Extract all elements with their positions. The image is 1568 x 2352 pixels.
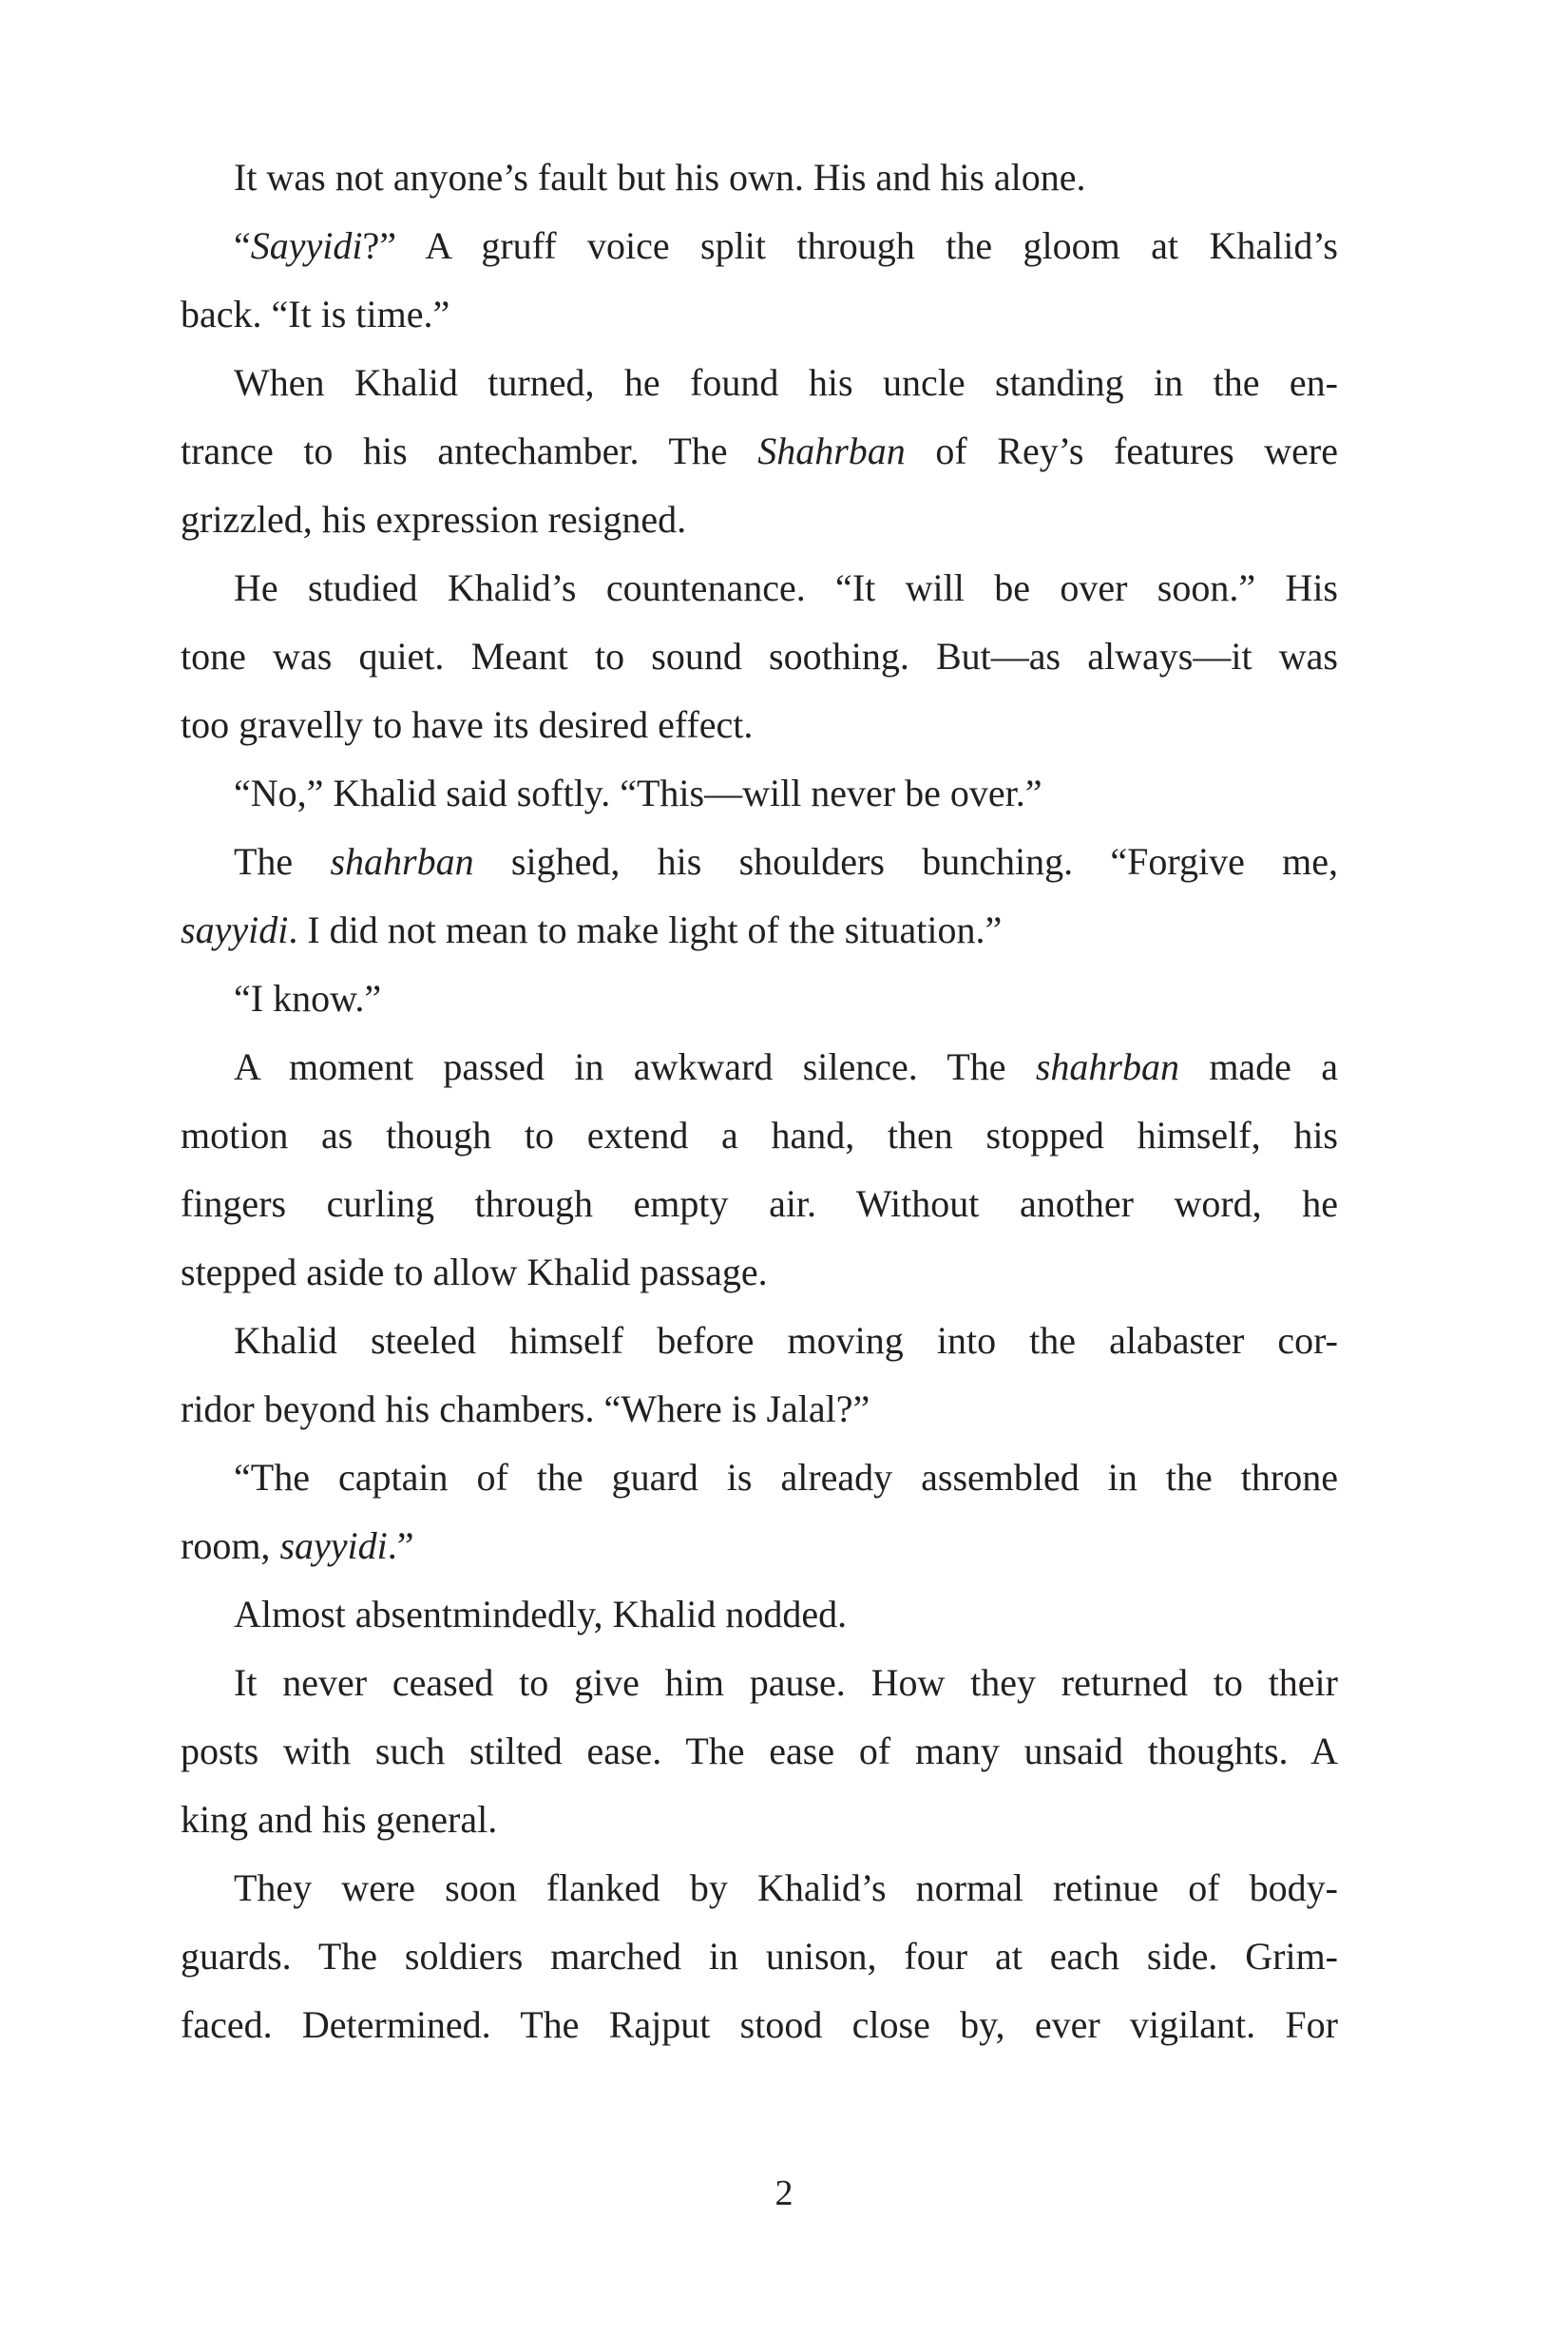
text-run: tone was quiet. Meant to sound soothing. But—as always—it was	[181, 635, 1338, 678]
text-run: It was not anyone’s fault but his own. His and his alone.	[234, 156, 1086, 199]
italic-text: Shahrban	[757, 430, 906, 472]
italic-text: Sayyidi	[250, 224, 363, 267]
italic-text: sayyidi	[279, 1524, 388, 1567]
text-run: They were soon flanked by Khalid’s normal retinue of body-	[234, 1866, 1338, 1909]
text-run: trance to his antechamber. The	[181, 430, 758, 472]
text-line	[181, 689, 1338, 760]
text-line	[234, 757, 1338, 829]
text-run: “	[234, 224, 251, 267]
text-run: “I know.”	[234, 977, 382, 1020]
text-line	[181, 1715, 1338, 1787]
italic-text: shahrban	[330, 840, 474, 883]
text-line	[234, 1852, 1338, 1923]
text-run: “The captain of the guard is already assembled in the throne	[234, 1456, 1338, 1499]
text-run: made a	[1179, 1045, 1339, 1088]
text-run: king and his general.	[181, 1798, 498, 1841]
text-line	[181, 1510, 1338, 1581]
text-run: back. “It is time.”	[181, 293, 450, 335]
text-run: . I did not mean to make light of the situation.”	[288, 908, 1003, 951]
text-run: ridor beyond his chambers. “Where is Jalal?”	[181, 1387, 870, 1430]
text-run: .”	[387, 1524, 414, 1567]
text-line	[181, 484, 1338, 555]
text-run: stepped aside to allow Khalid passage.	[181, 1251, 768, 1293]
text-line	[234, 826, 1338, 897]
text-run: A moment passed in awkward silence. The	[234, 1045, 1036, 1088]
text-line	[181, 1100, 1338, 1171]
italic-text: sayyidi	[181, 908, 289, 951]
text-run: sighed, his shoulders bunching. “Forgive me,	[473, 840, 1338, 883]
text-run: of Rey’s features were	[905, 430, 1338, 472]
text-line	[234, 963, 1338, 1034]
text-run: When Khalid turned, he found his uncle standing in the en-	[234, 361, 1338, 404]
text-run: fingers curling through empty air. Without another word, he	[181, 1182, 1338, 1225]
text-line	[234, 552, 1338, 623]
text-line	[234, 1442, 1338, 1513]
text-run: too gravelly to have its desired effect.	[181, 703, 754, 746]
text-run: grizzled, his expression resigned.	[181, 498, 687, 541]
text-run: posts with such stilted ease. The ease of many unsaid thoughts. A	[181, 1730, 1338, 1772]
page-number: 2	[774, 2173, 794, 2213]
text-run: room,	[181, 1524, 280, 1567]
text-line	[234, 210, 1338, 281]
text-run: He studied Khalid’s countenance. “It will be over soon.” His	[234, 566, 1338, 609]
text-run: faced. Determined. The Rajput stood close by, ever vigilant. For	[181, 2003, 1338, 2046]
text-run: The	[234, 840, 331, 883]
text-line	[181, 415, 1338, 487]
text-line	[181, 1989, 1338, 2060]
text-run: ?” A gruff voice split through the gloom at Khalid’s	[362, 224, 1338, 267]
text-line	[234, 1305, 1338, 1376]
text-line	[234, 142, 1338, 213]
text-line	[181, 278, 1338, 350]
text-run: guards. The soldiers marched in unison, four at each side. Grim-	[181, 1935, 1338, 1978]
text-line	[234, 1578, 1338, 1650]
text-line	[181, 1921, 1338, 1992]
text-line	[234, 347, 1338, 418]
text-run: Almost absentmindedly, Khalid nodded.	[234, 1593, 848, 1635]
text-line	[181, 621, 1338, 692]
text-line	[181, 1373, 1338, 1444]
text-line	[181, 894, 1338, 966]
text-run: “No,” Khalid said softly. “This—will never be over.”	[234, 772, 1042, 814]
italic-text: shahrban	[1035, 1045, 1179, 1088]
text-line	[181, 1236, 1338, 1308]
text-run: motion as though to extend a hand, then stopped himself, his	[181, 1114, 1338, 1157]
text-run: Khalid steeled himself before moving into the alabaster cor-	[234, 1319, 1338, 1362]
text-run: It never ceased to give him pause. How they returned to their	[234, 1661, 1338, 1704]
text-line	[234, 1647, 1338, 1718]
text-line	[181, 1168, 1338, 1239]
text-line	[181, 1784, 1338, 1855]
text-line	[234, 1031, 1338, 1102]
